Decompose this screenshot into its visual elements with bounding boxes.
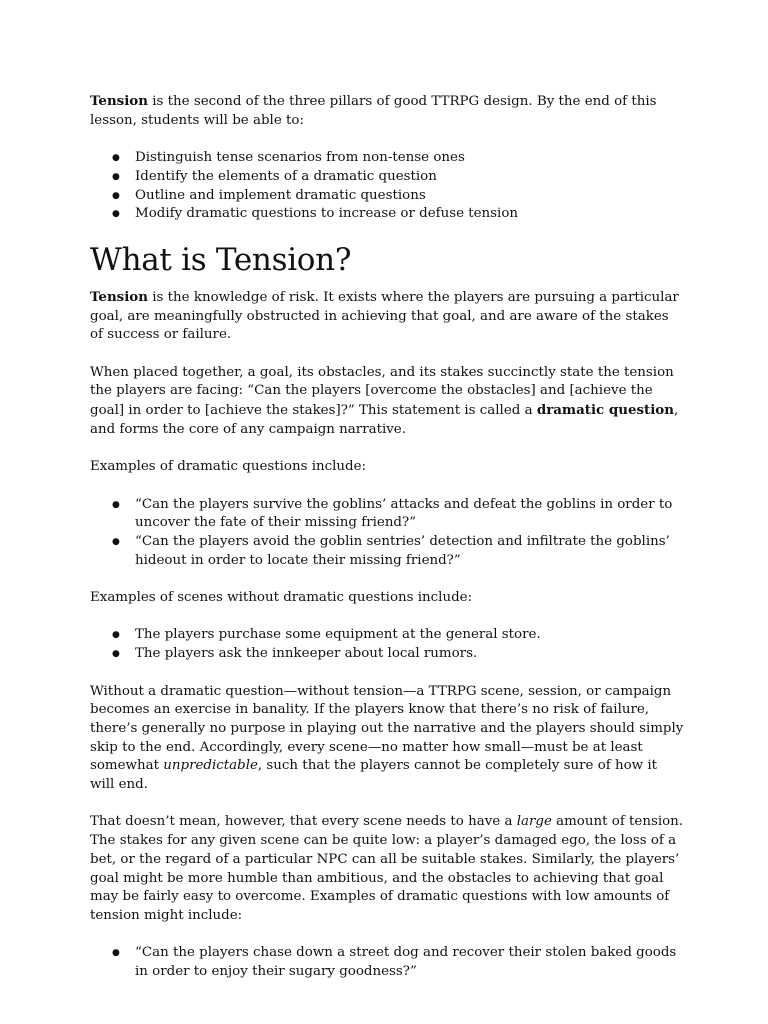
- list-item: ● Modify dramatic questions to increase or defuse tension: [90, 205, 685, 224]
- low-tension-text-2: amount of tension. The stakes for any given scene can be quite low: a player’s damaged ego, the loss of a bet, or the regard of a particular NPC can all be suitable stakes. Similarly, the players’ goal might be more humble than ambitious, and the obstacles to achieving that goal may be fairly easy to overcome. Examples of dramatic questions with low amounts of tension might include:: [90, 814, 684, 923]
- non-examples-list: [90, 626, 685, 663]
- dramatic-question-text-1: When placed together, a goal, its obstacles, and its stakes succinctly state the tension the players are facing: “Can the players [overcome the obstacles] and [achieve the goal] in order to [achieve the stakes]?” This statement is called a: [90, 364, 674, 419]
- banality-text-1: Without a dramatic question—without tension—a TTRPG scene, session, or campaign becomes an exercise in banality. If the players know that there’s no risk of failure, there’s generally no purpose in playing out the narrative and the players should simply skip to the end. Accordingly, every scene—no matter how small—must be at least somewhat: [90, 683, 684, 774]
- list-item: ● “Can the players avoid the goblin sentries’ detection and infiltrate the goblins’ hideout in order to locate their missing friend?”: [90, 533, 685, 570]
- intro-term: Tension: [90, 93, 148, 109]
- low-tension-paragraph: [90, 813, 685, 925]
- banality-emphasis: unpredictable: [163, 758, 258, 774]
- list-item: ● The players purchase some equipment at the general store.: [90, 626, 685, 645]
- intro-paragraph: [90, 92, 685, 130]
- definition-term: Tension: [90, 288, 148, 305]
- list-item: ● “Can the players chase down a street dog and recover their stolen baked goods in order to enjoy their sugary goodness?”: [90, 944, 685, 981]
- dramatic-question-term: dramatic question: [536, 402, 674, 419]
- list-item: ● The players ask the innkeeper about local rumors.: [90, 645, 685, 664]
- list-item: ● Identify the elements of a dramatic question: [90, 168, 685, 187]
- low-tension-examples-list: [90, 944, 685, 981]
- definition-paragraph: [90, 288, 685, 345]
- objectives-list: [90, 149, 685, 224]
- low-tension-emphasis: large: [516, 814, 552, 830]
- definition-text: is the knowledge of risk. It exists where the players are pursuing a particular goal, are meaningfully obstructed in achieving that goal, and are aware of the stakes of success or failure.: [90, 289, 679, 343]
- list-item: ● Distinguish tense scenarios from non-tense ones: [90, 149, 685, 168]
- dramatic-question-paragraph: [90, 364, 685, 440]
- low-tension-text-1: That doesn’t mean, however, that every scene needs to have a: [90, 814, 517, 830]
- banality-paragraph: [90, 683, 685, 795]
- document-body: [90, 92, 685, 982]
- non-examples-intro: Examples of scenes without dramatic questions include:: [90, 590, 473, 606]
- examples-list: [90, 496, 685, 571]
- list-item: ● “Can the players survive the goblins’ attacks and defeat the goblins in order to uncover the fate of their missing friend?”: [90, 496, 685, 533]
- list-item: ● Outline and implement dramatic questions: [90, 187, 685, 206]
- banality-text-2: , such that the players cannot be completely sure of how it will end.: [90, 758, 658, 793]
- dramatic-question-text-2: , and forms the core of any campaign narrative.: [90, 403, 679, 437]
- intro-text: is the second of the three pillars of good TTRPG design. By the end of this lesson, students will be able to:: [90, 94, 657, 128]
- examples-intro: Examples of dramatic questions include:: [90, 459, 367, 475]
- section-heading: What is Tension?: [90, 241, 352, 278]
